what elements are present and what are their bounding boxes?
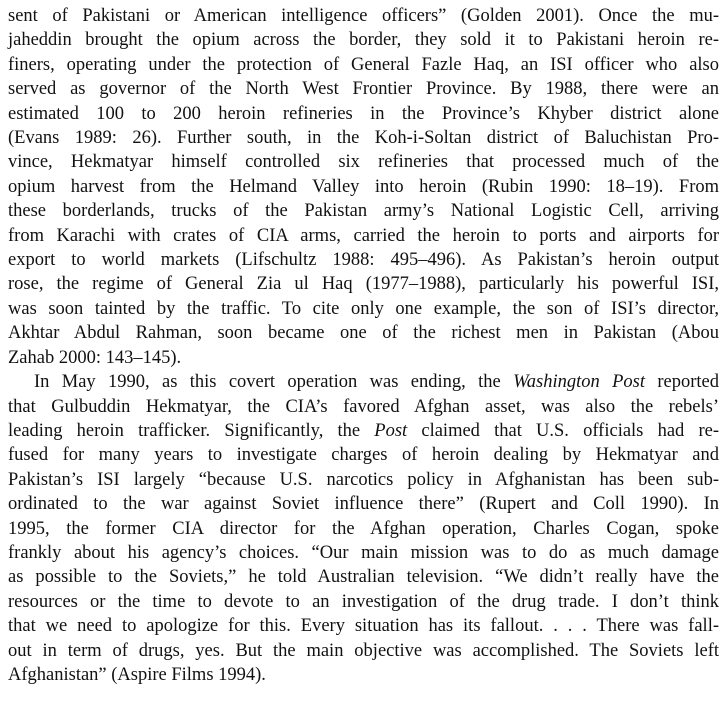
text-line: [8, 468, 719, 492]
text-segment: sent of Pakistani or American intelligence officers” (Golden 2001). Once the mu-: [8, 6, 719, 26]
text-line: [8, 370, 719, 394]
text-line: [8, 175, 719, 199]
text-segment: was soon tainted by the traffic. To cite only one example, the son of ISI’s director,: [8, 298, 719, 319]
text-line: [8, 663, 719, 687]
italic-title: Washington Post: [513, 372, 645, 393]
text-segment: rose, the regime of General Zia ul Haq (1977–1988), particularly his powerful ISI,: [8, 274, 719, 295]
text-line: [8, 199, 719, 223]
text-line: [8, 541, 719, 565]
text-line: [8, 321, 719, 345]
text-line: [8, 297, 719, 321]
paragraph: [8, 4, 719, 370]
text-line: [8, 28, 719, 52]
text-line: [8, 150, 719, 174]
text-segment: these borderlands, trucks of the Pakistan army’s National Logistic Cell, arriving: [8, 201, 719, 222]
text-segment: frankly about his agency’s choices. “Our main mission was to do as much damage: [8, 542, 719, 563]
text-line: [8, 517, 719, 541]
text-segment: reported: [645, 372, 719, 393]
text-segment: that we need to apologize for this. Every situation has its fallout. . . . There was fall-: [8, 616, 719, 637]
text-segment: opium harvest from the Helmand Valley into heroin (Rubin 1990: 18–19). From: [8, 176, 719, 197]
text-segment: finers, operating under the protection of General Fazle Haq, an ISI officer who also: [8, 54, 719, 75]
text-line: [8, 4, 719, 28]
paragraph: [8, 370, 719, 687]
text-segment: served as governor of the North West Frontier Province. By 1988, there were an: [8, 79, 719, 100]
text-line: [8, 126, 719, 150]
text-segment: Akhtar Abdul Rahman, soon became one of the richest men in Pakistan (Abou: [8, 323, 719, 344]
text-segment: as possible to the Soviets,” he told Australian television. “We didn’t really have the: [8, 567, 719, 588]
text-segment: out in term of drugs, yes. But the main objective was accomplished. The Soviets left: [8, 640, 719, 661]
text-line: [8, 443, 719, 467]
italic-title: Post: [374, 420, 408, 441]
text-line: [8, 590, 719, 614]
text-line: [8, 395, 719, 419]
text-segment: estimated 100 to 200 heroin refineries in the Province’s Khyber district alone: [8, 103, 719, 124]
text-line: [8, 346, 719, 370]
text-line: [8, 77, 719, 101]
text-segment: export to world markets (Lifschultz 1988: 495–496). As Pakistan’s heroin output: [8, 250, 719, 271]
text-segment: from Karachi with crates of CIA arms, carried the heroin to ports and airports for: [8, 225, 719, 246]
text-line: [8, 565, 719, 589]
text-segment: 1995, the former CIA director for the Afghan operation, Charles Cogan, spoke: [8, 518, 719, 539]
text-line: [8, 224, 719, 248]
text-line: [8, 639, 719, 663]
text-segment: claimed that U.S. officials had re-: [407, 420, 719, 441]
text-segment: Pakistan’s ISI largely “because U.S. narcotics policy in Afghanistan has been sub-: [8, 469, 719, 490]
text-line: [8, 248, 719, 272]
text-line: [8, 102, 719, 126]
text-segment: resources or the time to devote to an investigation of the drug trade. I don’t think: [8, 591, 719, 612]
text-line: [8, 53, 719, 77]
text-segment: ordinated to the war against Soviet influence there” (Rupert and Coll 1990). In: [8, 494, 719, 515]
text-segment: vince, Hekmatyar himself controlled six refineries that processed much of the: [8, 152, 719, 173]
text-line: [8, 419, 719, 443]
text-segment: fused for many years to investigate charges of heroin dealing by Hekmatyar and: [8, 445, 719, 466]
text-segment: (Evans 1989: 26). Further south, in the Koh-i-Soltan district of Baluchistan Pro-: [8, 128, 719, 149]
text-segment: jaheddin brought the opium across the border, they sold it to Pakistani heroin re-: [8, 30, 719, 51]
text-line: [8, 492, 719, 516]
text-segment: that Gulbuddin Hekmatyar, the CIA’s favored Afghan asset, was also the rebels’: [8, 396, 719, 417]
text-line: [8, 614, 719, 638]
text-segment: leading heroin trafficker. Significantly, the: [8, 420, 375, 441]
text-segment: In May 1990, as this covert operation was ending, the: [34, 372, 514, 393]
text-segment: Afghanistan” (Aspire Films 1994).: [8, 664, 266, 685]
text-segment: Zahab 2000: 143–145).: [8, 347, 182, 368]
text-line: [8, 272, 719, 296]
